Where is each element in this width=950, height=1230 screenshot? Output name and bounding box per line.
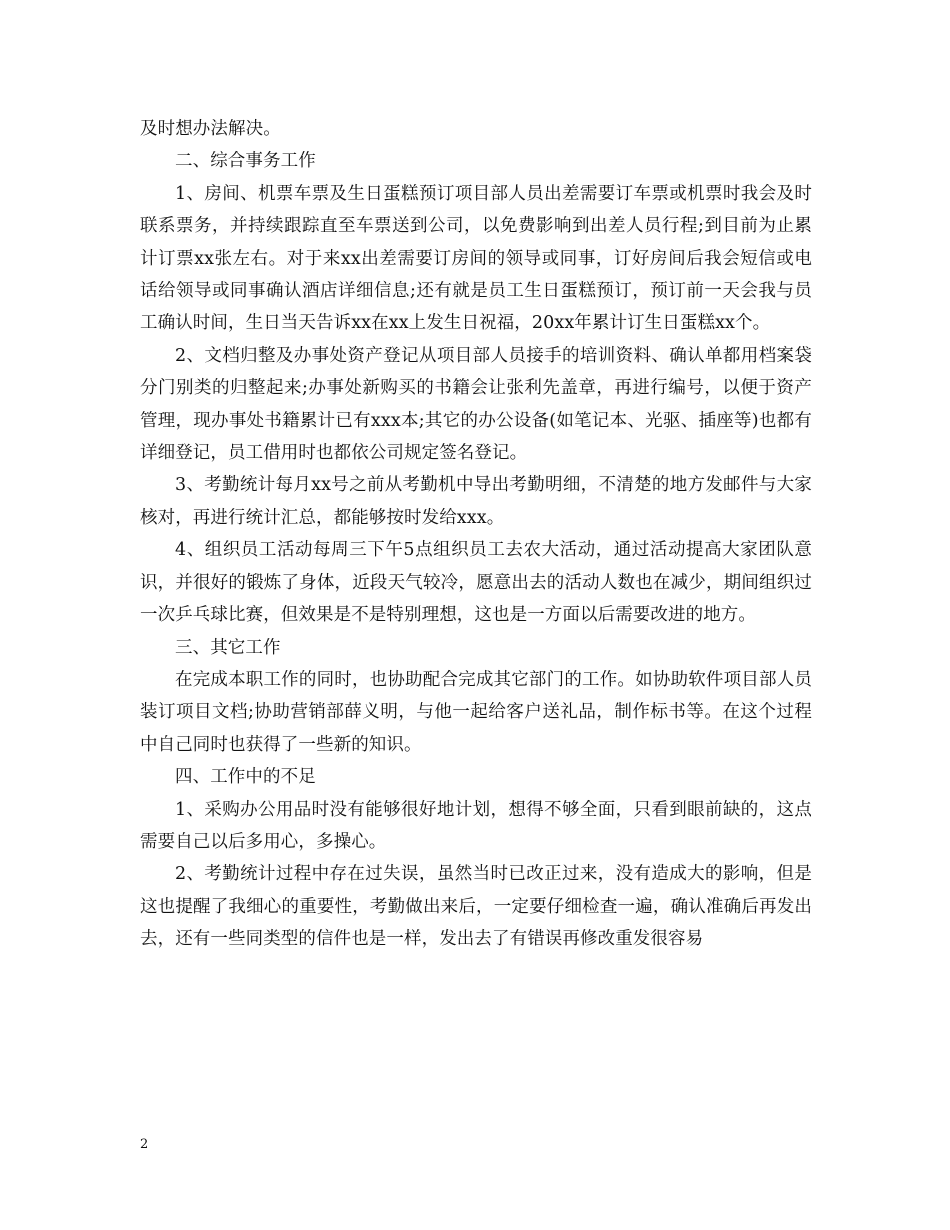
paragraph-shortcoming-attendance: 2、考勤统计过程中存在过失误，虽然当时已改正过来，没有造成大的影响，但是这也提醒了我细心的重要性，考勤做出来后，一定要仔细检查一遍，确认准确后再发出去，还有一些同类型的信件也是一样，发出去了有错误再修改重发很容易 bbox=[140, 864, 812, 950]
paragraph-staff-activities: 4、组织员工活动每周三下午5点组织员工去农大活动，通过活动提高大家团队意识，并很好的锻炼了身体，近段天气较冷，愿意出去的活动人数也在减少，期间组织过一次乒乓球比赛，但效果是不是特别理想，这也是一方面以后需要改进的地方。 bbox=[140, 540, 812, 626]
section-heading-shortcomings: 四、工作中的不足 bbox=[175, 767, 316, 788]
paragraph-continuation: 及时想办法解决。 bbox=[140, 119, 281, 139]
paragraph-document-archiving: 2、文档归整及办事处资产登记从项目部人员接手的培训资料、确认单都用档案袋分门别类的归整起来;办事处新购买的书籍会让张利先盖章，再进行编号，以便于资产管理，现办事处书籍累计已有xxx本;其它的办公设备(如笔记本、光驱、插座等)也都有详细登记，员工借用时也都依公司规定签名登记。 bbox=[140, 345, 812, 464]
section-heading-general-affairs: 二、综合事务工作 bbox=[175, 151, 316, 172]
paragraph-shortcoming-purchasing: 1、采购办公用品时没有能够很好地计划，想得不够全面，只看到眼前缺的，这点需要自己以后多用心，多操心。 bbox=[140, 799, 812, 852]
paragraph-other-work: 在完成本职工作的同时，也协助配合完成其它部门的工作。如协助软件项目部人员装订项目文档;协助营销部薛义明，与他一起给客户送礼品，制作标书等。在这个过程中自己同时也获得了一些新的知识。 bbox=[140, 669, 812, 755]
document-body bbox=[140, 113, 812, 956]
paragraph-attendance: 3、考勤统计每月xx号之前从考勤机中导出考勤明细，不清楚的地方发邮件与大家核对，再进行统计汇总，都能够按时发给xxx。 bbox=[140, 475, 812, 528]
page-number: 2 bbox=[140, 1137, 149, 1152]
section-heading-other-work: 三、其它工作 bbox=[175, 637, 281, 658]
paragraph-bookings: 1、房间、机票车票及生日蛋糕预订项目部人员出差需要订车票或机票时我会及时联系票务，并持续跟踪直至车票送到公司，以免费影响到出差人员行程;到目前为止累计订票xx张左右。对于来xx出差需要订房间的领导或同事，订好房间后我会短信或电话给领导或同事确认酒店详细信息;还有就是员工生日蛋糕预订，预订前一天会我与员工确认时间，生日当天告诉xx在xx上发生日祝福，20xx年累计订生日蛋糕xx个。 bbox=[140, 183, 812, 334]
